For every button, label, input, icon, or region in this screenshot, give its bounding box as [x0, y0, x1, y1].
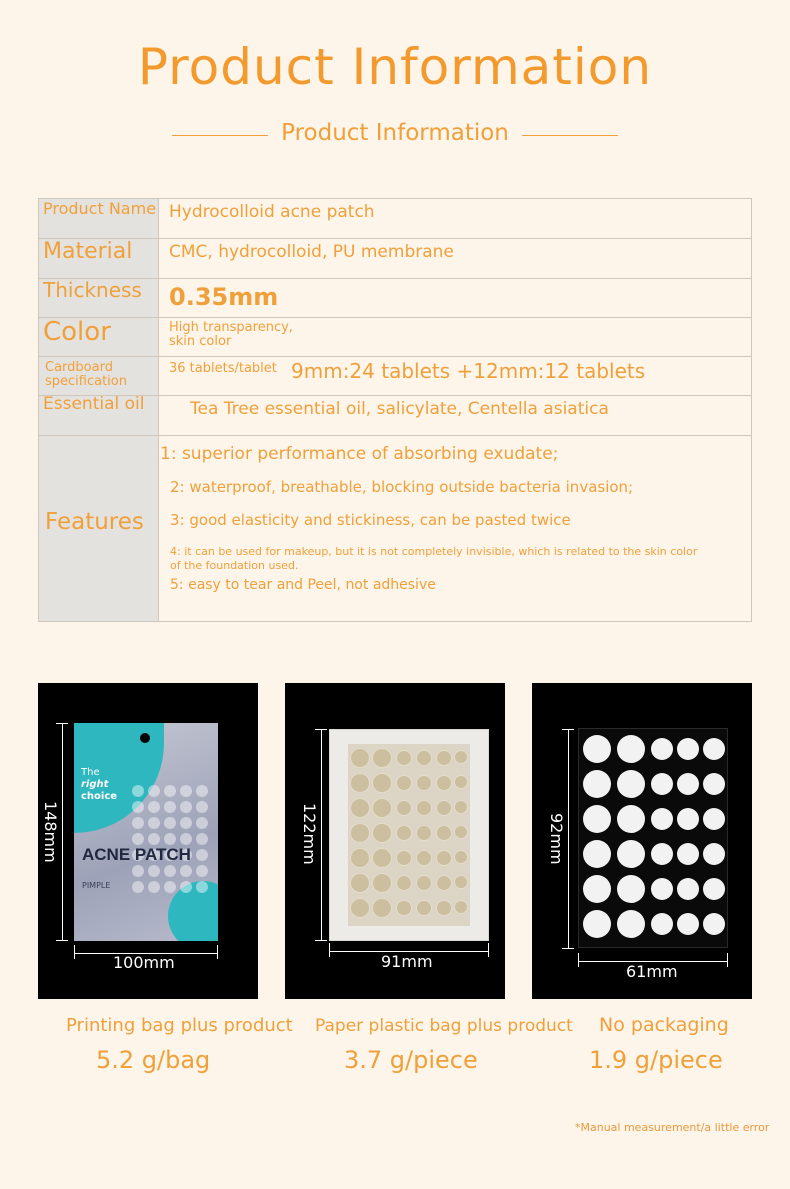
- patch-dot: [583, 805, 611, 833]
- cardboard-large-value: 9mm:24 tablets +12mm:12 tablets: [291, 359, 646, 383]
- patch-dot: [703, 913, 725, 935]
- patch-dot: [583, 735, 611, 763]
- patch-dot: [196, 865, 208, 877]
- patch-dot: [416, 775, 432, 791]
- bag-brand-line: right: [81, 779, 109, 790]
- patch-dot: [350, 773, 370, 793]
- patch-dot: [454, 750, 468, 764]
- patch-dot: [396, 800, 412, 816]
- patch-dot: [703, 843, 725, 865]
- feature-item: 3: good elasticity and stickiness, can be pasted twice: [170, 511, 571, 529]
- bag-subtitle: PIMPLE: [82, 881, 111, 890]
- patch-dot: [164, 833, 176, 845]
- spec-label: Essential oil: [43, 394, 145, 414]
- patch-dot: [196, 849, 208, 861]
- patch-dot: [677, 808, 699, 830]
- patch-dot: [454, 875, 468, 889]
- spec-value: CMC, hydrocolloid, PU membrane: [169, 242, 454, 262]
- package-weight: 5.2 g/bag: [96, 1046, 211, 1074]
- feature-item: 2: waterproof, breathable, blocking outside bacteria invasion;: [170, 478, 634, 496]
- patch-dot: [703, 878, 725, 900]
- patch-dot: [372, 748, 392, 768]
- patch-dot: [164, 881, 176, 893]
- patch-dot: [164, 801, 176, 813]
- patch-dot: [180, 833, 192, 845]
- patch-dot: [651, 843, 673, 865]
- patch-dot: [132, 881, 144, 893]
- spec-row-features: [39, 436, 751, 621]
- patch-dot: [350, 798, 370, 818]
- spec-value: Tea Tree essential oil, salicylate, Centella asiatica: [190, 399, 609, 419]
- patch-dot: [372, 873, 392, 893]
- patch-dot: [148, 785, 160, 797]
- patch-dot: [416, 875, 432, 891]
- patch-dot: [350, 823, 370, 843]
- width-label: 100mm: [113, 953, 175, 972]
- dimension-tick: [315, 940, 327, 941]
- height-dimension-line: [321, 729, 322, 941]
- cardboard-small-value: 36 tablets/tablet: [169, 361, 277, 376]
- dimension-tick: [217, 945, 218, 959]
- cardboard-label-line-1: Cardboard: [45, 360, 113, 375]
- patch-dot: [677, 878, 699, 900]
- spec-value: 0.35mm: [169, 283, 279, 311]
- height-label: 92mm: [547, 813, 566, 865]
- patch-dot: [396, 850, 412, 866]
- patch-dot: [164, 785, 176, 797]
- patch-dot: [132, 833, 144, 845]
- footer-note: [575, 1121, 769, 1134]
- patch-dot: [180, 801, 192, 813]
- patch-dot: [436, 800, 452, 816]
- footer-note-text: Manual measurement/a little error: [580, 1121, 770, 1134]
- height-label: 122mm: [300, 803, 319, 865]
- patch-dot: [617, 840, 645, 868]
- patch-dot: [454, 825, 468, 839]
- patch-dot: [372, 798, 392, 818]
- patch-dot: [617, 875, 645, 903]
- height-dimension-line: [62, 723, 63, 941]
- spec-value: Hydrocolloid acne patch: [169, 202, 375, 222]
- patch-dot: [454, 900, 468, 914]
- patch-dot: [583, 875, 611, 903]
- patch-dot: [180, 865, 192, 877]
- patch-dot: [372, 823, 392, 843]
- patch-dot: [164, 817, 176, 829]
- patch-dot: [651, 878, 673, 900]
- dimension-tick: [562, 948, 574, 949]
- patch-dot: [196, 833, 208, 845]
- feature-item: 4: it can be used for makeup, but it is not completely invisible, which is related to the skin color: [170, 545, 698, 558]
- patch-dot: [416, 800, 432, 816]
- dimension-tick: [315, 729, 327, 730]
- patch-dot: [416, 900, 432, 916]
- patch-dot: [436, 775, 452, 791]
- subtitle-row: [0, 118, 790, 152]
- patch-dot: [132, 785, 144, 797]
- spec-table: [38, 198, 752, 622]
- spec-label: [45, 361, 127, 389]
- patch-dot: [617, 805, 645, 833]
- patch-dot: [196, 817, 208, 829]
- patch-dot: [180, 817, 192, 829]
- patch-dot: [180, 881, 192, 893]
- product-panel-no-packaging: [532, 683, 752, 999]
- feature-item: 1: superior performance of absorbing exudate;: [160, 444, 559, 464]
- patch-dot: [164, 865, 176, 877]
- spec-row-thickness: [39, 279, 751, 318]
- patch-dot: [416, 825, 432, 841]
- dimension-tick: [329, 943, 330, 957]
- patch-dot: [436, 825, 452, 841]
- patch-dot: [372, 773, 392, 793]
- patch-dot: [180, 785, 192, 797]
- product-panel-printed-bag: [38, 683, 258, 999]
- patch-dot: [148, 881, 160, 893]
- dimension-tick: [562, 729, 574, 730]
- patch-dot: [396, 750, 412, 766]
- patch-dot: [677, 843, 699, 865]
- patch-dot: [196, 785, 208, 797]
- patch-dot: [148, 833, 160, 845]
- dimension-tick: [56, 723, 68, 724]
- patch-dot: [651, 808, 673, 830]
- bag-brand: [81, 767, 117, 803]
- feature-item: 5: easy to tear and Peel, not adhesive: [170, 577, 436, 593]
- patch-dot: [416, 850, 432, 866]
- dimension-tick: [74, 945, 75, 959]
- height-label: 148mm: [41, 801, 60, 863]
- patch-dot: [372, 898, 392, 918]
- patch-dot: [196, 801, 208, 813]
- patch-dot: [651, 738, 673, 760]
- spec-value: [169, 321, 293, 349]
- spec-label: Features: [45, 509, 144, 535]
- patch-dot: [454, 775, 468, 789]
- patch-dot: [396, 900, 412, 916]
- patch-sheet-image: [578, 728, 728, 948]
- patch-dot: [148, 817, 160, 829]
- spec-label: Thickness: [43, 278, 142, 302]
- patch-dot: [703, 738, 725, 760]
- patch-dot: [617, 735, 645, 763]
- patch-dot: [436, 750, 452, 766]
- patch-dot: [677, 773, 699, 795]
- bag-brand-line: choice: [81, 791, 118, 802]
- patch-dot: [196, 881, 208, 893]
- patch-dot: [132, 801, 144, 813]
- patch-dot: [651, 773, 673, 795]
- dimension-tick: [488, 943, 489, 957]
- hang-hole-icon: [140, 733, 150, 743]
- patch-dot: [148, 801, 160, 813]
- patch-dot: [703, 773, 725, 795]
- package-caption: Printing bag plus product: [66, 1015, 293, 1036]
- color-value-line-2: skin color: [169, 334, 232, 349]
- page-title: Product Information: [137, 38, 653, 96]
- patch-dot: [436, 875, 452, 891]
- patch-dot: [583, 840, 611, 868]
- spec-label: Product Name: [43, 199, 157, 218]
- patch-dot: [396, 825, 412, 841]
- paper-plastic-bag-image: [329, 729, 489, 941]
- patch-dot: [617, 910, 645, 938]
- asterisk-icon: *: [575, 1121, 581, 1134]
- patch-dot: [677, 738, 699, 760]
- bag-brand-line: The: [81, 767, 100, 778]
- patch-dot: [677, 913, 699, 935]
- dimension-tick: [578, 953, 579, 967]
- patch-dot: [436, 850, 452, 866]
- patch-dot: [350, 848, 370, 868]
- package-weight: 3.7 g/piece: [344, 1046, 478, 1074]
- spec-row-product-name: [39, 199, 751, 239]
- patch-dot: [396, 775, 412, 791]
- patch-dot: [454, 850, 468, 864]
- height-dimension-line: [568, 729, 569, 949]
- patch-dot: [583, 910, 611, 938]
- product-panel-paper-plastic-bag: [285, 683, 505, 999]
- patch-dot: [148, 865, 160, 877]
- width-label: 91mm: [381, 952, 433, 971]
- bag-title: ACNE PATCH: [82, 845, 191, 864]
- spec-row-material: [39, 239, 751, 279]
- patch-dot: [617, 770, 645, 798]
- section-subtitle: Product Information: [281, 120, 509, 146]
- dimension-tick: [56, 940, 68, 941]
- spec-row-cardboard: [39, 357, 751, 396]
- spec-label: Material: [43, 239, 133, 264]
- patch-dot: [132, 865, 144, 877]
- patch-dot: [416, 750, 432, 766]
- package-caption: No packaging: [599, 1014, 729, 1036]
- spec-row-essential-oil: [39, 396, 751, 436]
- patch-dot: [436, 900, 452, 916]
- patch-sheet: [348, 744, 470, 926]
- bag-graphic: [168, 881, 218, 941]
- printed-bag-image: [74, 723, 218, 941]
- patch-dot: [396, 875, 412, 891]
- dimension-tick: [727, 953, 728, 967]
- patch-dot: [703, 808, 725, 830]
- patch-dot: [132, 817, 144, 829]
- patch-dot: [350, 748, 370, 768]
- package-caption: Paper plastic bag plus product: [315, 1016, 573, 1036]
- patch-dot: [583, 770, 611, 798]
- width-label: 61mm: [626, 962, 678, 981]
- feature-item: of the foundation used.: [170, 559, 299, 572]
- subtitle-divider-right: [522, 135, 618, 136]
- patch-dot: [651, 913, 673, 935]
- spec-label: Color: [43, 317, 111, 347]
- patch-dot: [350, 873, 370, 893]
- cardboard-label-line-2: specification: [45, 374, 127, 389]
- patch-dot: [454, 800, 468, 814]
- patch-dot: [350, 898, 370, 918]
- color-value-line-1: High transparency,: [169, 320, 293, 335]
- package-weight: 1.9 g/piece: [589, 1046, 723, 1074]
- patch-dot: [372, 848, 392, 868]
- spec-row-color: [39, 318, 751, 357]
